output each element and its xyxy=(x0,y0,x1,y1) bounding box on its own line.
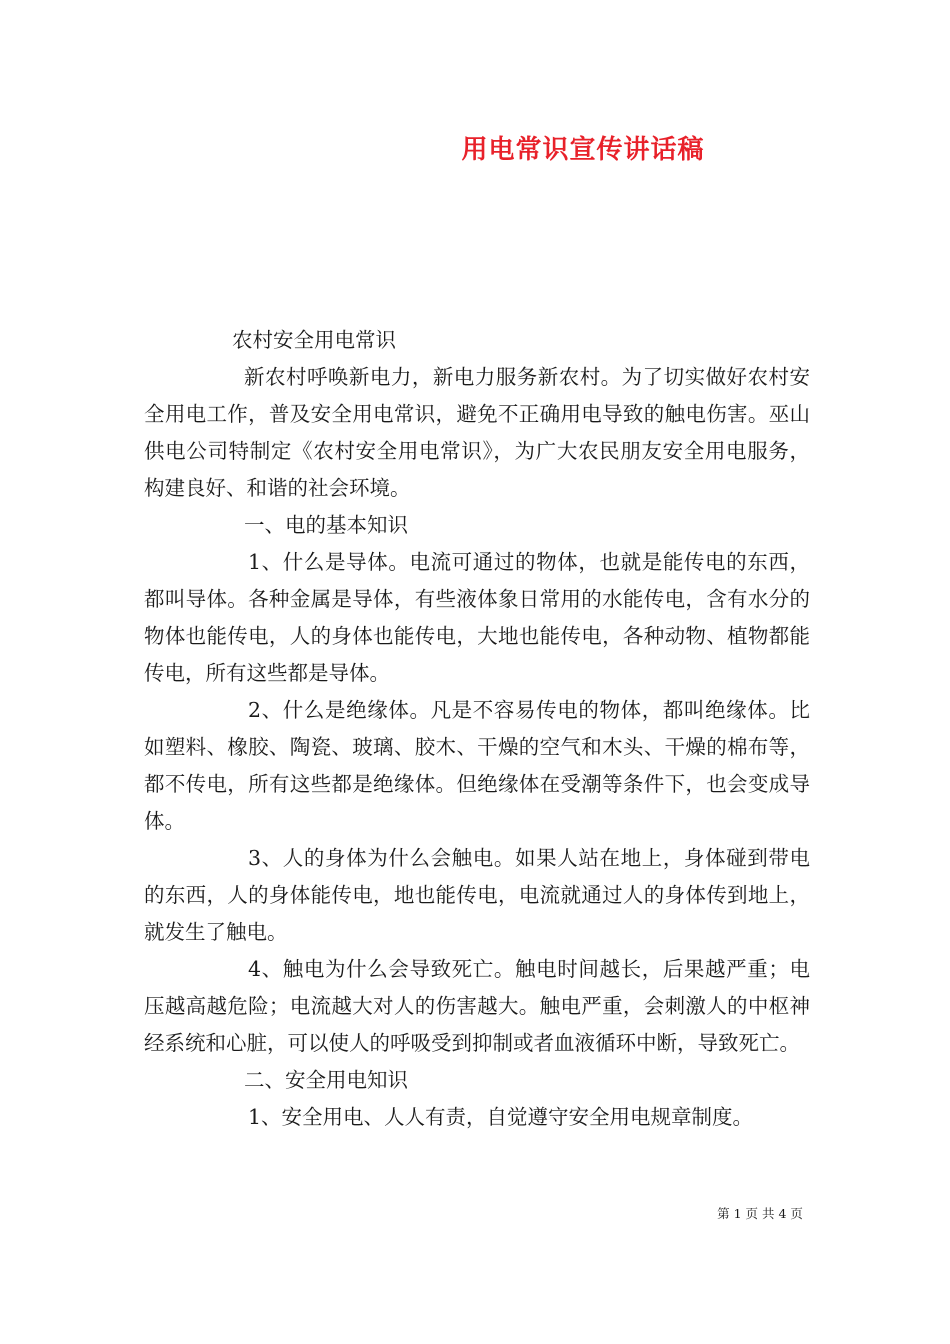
document-body xyxy=(144,322,810,1136)
body-paragraph: 1、安全用电、人人有责，自觉遵守安全用电规章制度。 xyxy=(248,1105,754,1129)
chapter-heading: 一、电的基本知识 xyxy=(244,513,408,537)
intro-paragraph: 新农村呼唤新电力，新电力服务新农村。为了切实做好农村安全用电工作，普及安全用电常识，避免不正确用电导致的触电伤害。巫山供电公司特制定《农村安全用电常识》，为广大农民朋友安全用电服务，构建良好、和谐的社会环境。 xyxy=(144,365,810,500)
page-title: 用电常识宣传讲话稿 xyxy=(461,135,705,165)
body-paragraph: 1、什么是导体。电流可通过的物体，也就是能传电的东西，都叫导体。各种金属是导体，有些液体象日常用的水能传电，含有水分的物体也能传电，人的身体也能传电，大地也能传电，各种动物、植物都能传电，所有这些都是导体。 xyxy=(144,550,810,685)
section-heading: 农村安全用电常识 xyxy=(232,328,396,352)
chapter-heading: 二、安全用电知识 xyxy=(244,1068,408,1092)
body-paragraph: 3、人的身体为什么会触电。如果人站在地上，身体碰到带电的东西，人的身体能传电，地也能传电，电流就通过人的身体传到地上，就发生了触电。 xyxy=(144,846,810,944)
page-number-footer: 第 1 页 共 4 页 xyxy=(717,1206,803,1221)
body-paragraph: 4、触电为什么会导致死亡。触电时间越长，后果越严重；电压越高越危险；电流越大对人的伤害越大。触电严重，会刺激人的中枢神经系统和心脏，可以使人的呼吸受到抑制或者血液循环中断，导致死亡。 xyxy=(144,957,810,1055)
body-paragraph: 2、什么是绝缘体。凡是不容易传电的物体，都叫绝缘体。比如塑料、橡胶、陶瓷、玻璃、胶木、干燥的空气和木头、干燥的棉布等，都不传电，所有这些都是绝缘体。但绝缘体在受潮等条件下，也会变成导体。 xyxy=(144,698,810,833)
